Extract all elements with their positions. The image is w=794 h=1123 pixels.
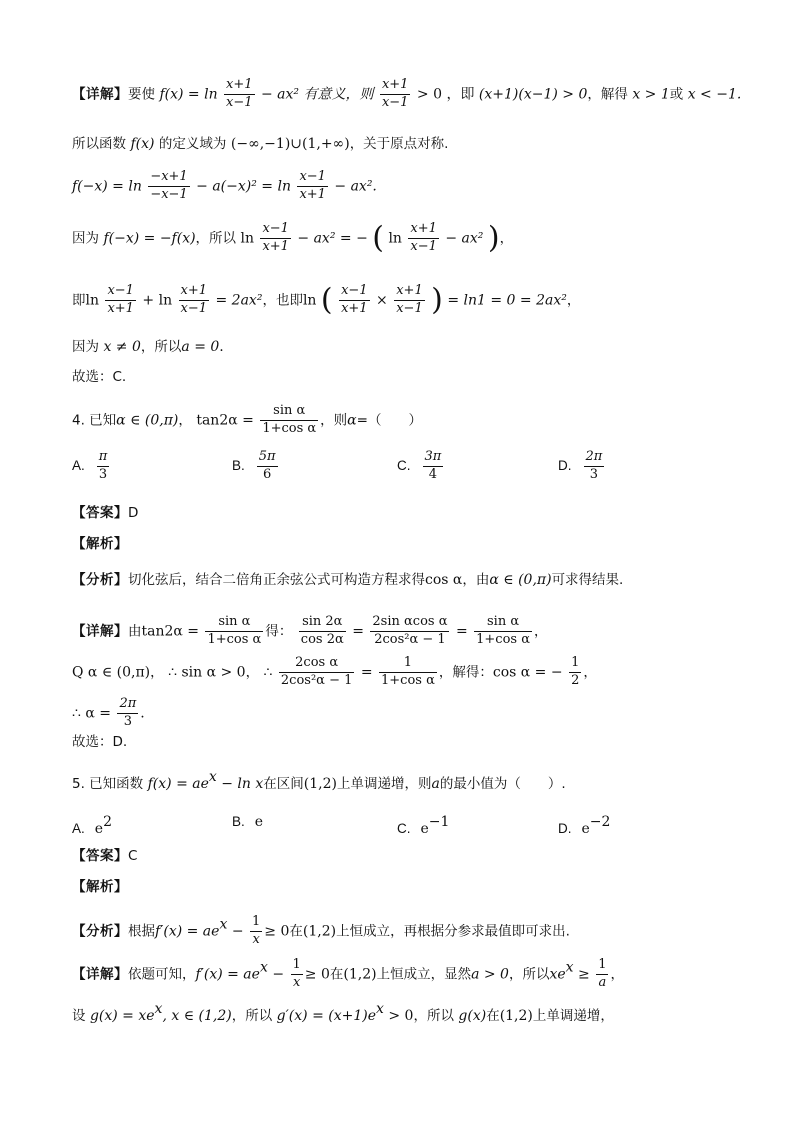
option-b[interactable]: B. e: [232, 814, 264, 830]
detail-4-line-2: Q α ∈ (0,π)， ∴ sin α > 0， ∴ $\frac{\text{2cos α}}{\text{2cos²α − 1}}$ = $\frac{1}{\text{1+cos α}}$ ，解得：cos α = − $\frac{1}{2}$ ，: [72, 655, 597, 688]
left-paren: (: [372, 220, 384, 256]
fraction: $\frac{x-1}{x+1}$: [262, 221, 289, 254]
option-d[interactable]: D. $\frac{2\pi}{3}$: [558, 449, 603, 482]
fraction: $\frac{x-1}{x+1}$: [341, 283, 368, 316]
analysis-5: 【分析】根据$f'(x) = ae^x$ − $\frac{1}{x}$ ≥ 0在(1,2)上恒成立，再根据分参求最值即可求出.: [72, 914, 570, 947]
fraction: $\frac{x+1}{x-1}$: [180, 283, 208, 316]
option-a[interactable]: A. $e^2$: [72, 814, 112, 837]
answer-5: 【答案】C: [72, 848, 138, 864]
left-paren: (: [320, 282, 333, 318]
analysis-tag-5: 【解析】: [72, 879, 128, 895]
detail-4-line-1: 【详解】由tan2α = $\frac{\text{sin α}}{\text{1+cos α}}$ 得： $\frac{\sin 2\alpha}{\cos 2\alpha}$ = $\frac{\text{2sin αcos α}}{\text{2cos²α − 1}}$ = $\frac{\text{sin α}}{\text{1+cos α}}$ ，: [72, 614, 548, 647]
detail-5-line-1: 【详解】依题可知，$f'(x) = ae^x$ − $\frac{1}{x}$ ≥ 0在(1,2)上恒成立，显然a > 0，所以$xe^x$ ≥ $\frac{1}{a}$ ，: [72, 957, 624, 990]
fraction: $\frac{x-1}{x+1}$: [107, 283, 134, 316]
option-a[interactable]: A. $\frac{\pi}{3}$: [72, 449, 108, 482]
sum-line: 即ln $\frac{x-1}{x+1}$ + ln $\frac{x+1}{x-1}$ = 2ax²，也即ln ( $\frac{x-1}{x+1}$ × $\frac{x+1}{x-1}$ ) = ln1 = 0 = 2ax²，: [72, 282, 581, 318]
fraction: $\frac{x+1}{x-1}$: [396, 283, 423, 316]
detail-line-1: 【详解】要使 f(x) = ln $\frac{x+1}{x-1}$ − ax² 有意义，则 $\frac{x+1}{x-1}$ > 0 ，即 (x+1)(x−1) > 0，解得 x > 1或 x < −1.: [72, 77, 742, 110]
right-paren: ): [487, 220, 500, 256]
fraction: $\frac{\sin 2\alpha}{\cos 2\alpha}$: [300, 614, 344, 647]
fraction: $\frac{x+1}{x-1}$: [226, 77, 253, 110]
detail-5-line-2: 设 $g(x) = xe^x$, x ∈ (1,2)，所以 $g'(x) = (x+1)e^x > 0$，所以 g(x)在(1,2)上单调递增，: [72, 1001, 614, 1024]
fraction: $\frac{x+1}{x-1}$: [381, 77, 409, 110]
odd-function-line: 因为 f(−x) = −f(x)，所以 ln $\frac{x-1}{x+1}$ − ax² = − ( ln $\frac{x+1}{x-1}$ − ax² )，: [72, 220, 514, 256]
fraction: $\frac{2\pi}{3}$: [119, 696, 137, 729]
choice-line-4: 故选：D.: [72, 734, 128, 750]
detail-tag: 【详解】: [72, 86, 128, 103]
fraction: $\frac{-x+1}{-x-1}$: [150, 169, 188, 202]
analysis-4: 【分析】切化弦后，结合二倍角正余弦公式可构造方程求得cos α，由α ∈ (0,π)可求得结果.: [72, 572, 624, 588]
option-c[interactable]: C. $\frac{3\pi}{4}$: [397, 449, 442, 482]
fraction: $\frac{1}{2}$: [571, 655, 580, 688]
fraction: $\frac{1}{\text{1+cos α}}$: [381, 655, 435, 688]
option-c[interactable]: C. $e^{-1}$: [397, 814, 450, 837]
option-b[interactable]: B. $\frac{5\pi}{6}$: [232, 449, 276, 482]
fraction: $\frac{\text{2sin αcos α}}{\text{2cos²α − 1}}$: [372, 614, 448, 647]
fraction: $\frac{\text{sin α}}{\text{1+cos α}}$: [262, 403, 317, 436]
question-4: 4. 已知α ∈ (0,π)， tan2α = $\frac{\text{sin α}}{\text{1+cos α}}$ ，则α=（ ）: [72, 403, 422, 436]
answer-4: 【答案】D: [72, 505, 139, 521]
question-5: 5. 已知函数 $f(x) = ae^x - \ln x$在区间(1,2)上单调递增，则a的最小值为（ ）.: [72, 769, 566, 792]
domain-line: 所以函数 f(x) 的定义域为 (−∞,−1)∪(1,+∞)，关于原点对称.: [72, 136, 449, 152]
fraction: $\frac{x-1}{x+1}$: [299, 169, 326, 202]
fraction: $\frac{x+1}{x-1}$: [410, 221, 437, 254]
right-paren: ): [431, 282, 443, 318]
fraction: $\frac{\text{sin α}}{\text{1+cos α}}$: [476, 614, 530, 647]
fraction: $\frac{1}{x}$: [292, 957, 301, 990]
analysis-tag-4: 【解析】: [72, 536, 128, 552]
fraction: $\frac{\text{2cos α}}{\text{2cos²α − 1}}$: [280, 655, 353, 688]
detail-4-line-3: ∴ α = $\frac{2\pi}{3}$ .: [72, 696, 145, 729]
fraction: $\frac{1}{a}$: [598, 957, 607, 990]
conclusion-line: 因为 x ≠ 0，所以a = 0.: [72, 339, 224, 355]
fraction: $\frac{\text{sin α}}{\text{1+cos α}}$: [207, 614, 262, 647]
choice-line-3: 故选：C.: [72, 369, 127, 385]
f-neg-x-line: f(−x) = ln $\frac{-x+1}{-x-1}$ − a(−x)² = ln $\frac{x-1}{x+1}$ − ax².: [72, 169, 377, 202]
fraction: $\frac{1}{x}$: [252, 914, 261, 947]
option-d[interactable]: D. $e^{-2}$: [558, 814, 611, 837]
